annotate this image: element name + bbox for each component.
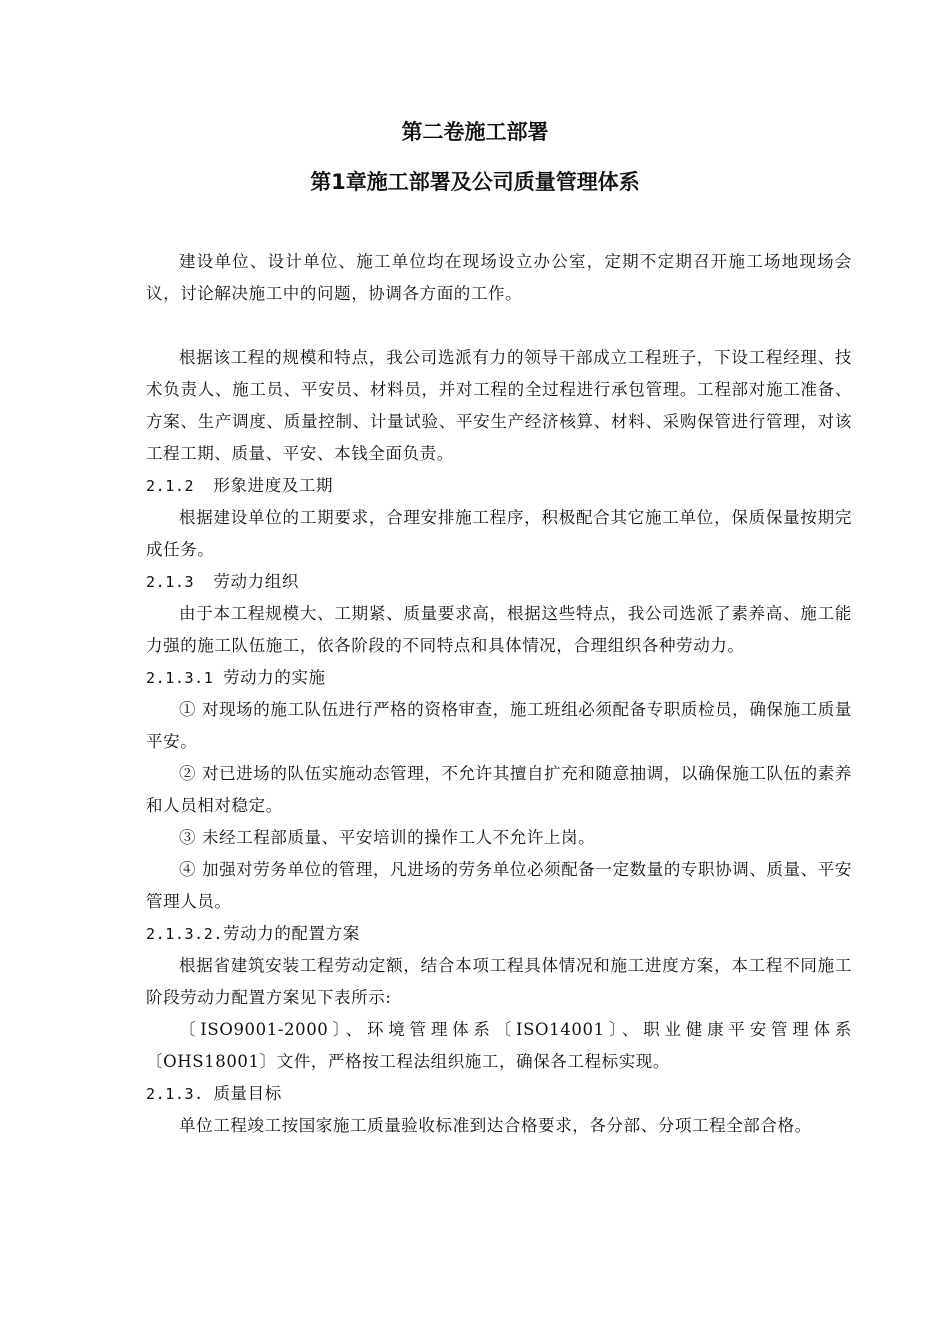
section-title: 劳动力组织 (213, 572, 299, 591)
section-heading-quality (146, 1078, 852, 1110)
section-title: 形象进度及工期 (213, 476, 334, 495)
section-heading-2-1-3 (146, 566, 852, 598)
section-number: 2.1.3 (146, 573, 195, 591)
iso-paragraph: 〔ISO9001-2000〕、环境管理体系〔ISO14001〕、职业健康平安管理体系〔OHS18001〕文件，严格按工程法组织施工，确保各工程标实现。 (146, 1020, 852, 1071)
section-number: 2.1.3. (146, 1085, 204, 1103)
volume-title: 第二卷施工部署 (401, 120, 549, 144)
list-item: ③ 未经工程部质量、平安培训的操作工人不允许上岗。 (179, 828, 596, 847)
list-item: ① 对现场的施工队伍进行严格的资格审查，施工班组必须配备专职质检员，确保施工质量平安。 (146, 700, 852, 751)
list-item: ② 对已进场的队伍实施动态管理，不允许其擅自扩充和随意抽调，以确保施工队伍的素养和人员相对稳定。 (146, 764, 852, 815)
section-heading-2-1-3-1 (146, 662, 852, 694)
section-paragraph-2-1-2: 根据建设单位的工期要求，合理安排施工程序，积极配合其它施工单位，保质保量按期完成任务。 (146, 508, 852, 559)
section-title: 质量目标 (213, 1084, 282, 1103)
section-title: 劳动力的实施 (223, 668, 326, 687)
section-paragraph-2-1-3: 由于本工程规模大、工期紧、质量要求高，根据这些特点，我公司选派了素养高、施工能力强的施工队伍施工，依各阶段的不同特点和具体情况，合理组织各种劳动力。 (146, 604, 852, 655)
intro-paragraph-1: 建设单位、设计单位、施工单位均在现场设立办公室，定期不定期召开施工场地现场会议，讨论解决施工中的问题，协调各方面的工作。 (146, 252, 852, 303)
section-heading-2-1-2 (146, 470, 852, 502)
document-body (146, 246, 852, 1142)
section-number: 2.1.3.2. (146, 925, 224, 943)
section-paragraph-quality: 单位工程竣工按国家施工质量验收标准到达合格要求，各分部、分项工程全部合格。 (179, 1116, 812, 1135)
section-number: 2.1.3.1 (146, 669, 214, 687)
intro-paragraph-2: 根据该工程的规模和特点，我公司选派有力的领导干部成立工程班子，下设工程经理、技术负责人、施工员、平安员、材料员，并对工程的全过程进行承包管理。工程部对施工准备、方案、生产调度、质量控制、计量试验、平安生产经济核算、材料、采购保管进行管理，对该工程工期、质量、平安、本钱全面负责。 (146, 348, 852, 463)
section-heading-2-1-3-2 (146, 918, 852, 950)
section-title: 劳动力的配置方案 (223, 924, 360, 943)
section-number: 2.1.2 (146, 477, 195, 495)
chapter-title: 第1章施工部署及公司质量管理体系 (310, 170, 640, 194)
list-item: ④ 加强对劳务单位的管理，凡进场的劳务单位必须配备一定数量的专职协调、质量、平安管理人员。 (146, 860, 852, 911)
section-paragraph-2-1-3-2: 根据省建筑安装工程劳动定额，结合本项工程具体情况和施工进度方案，本工程不同施工阶段劳动力配置方案见下表所示: (146, 956, 852, 1007)
